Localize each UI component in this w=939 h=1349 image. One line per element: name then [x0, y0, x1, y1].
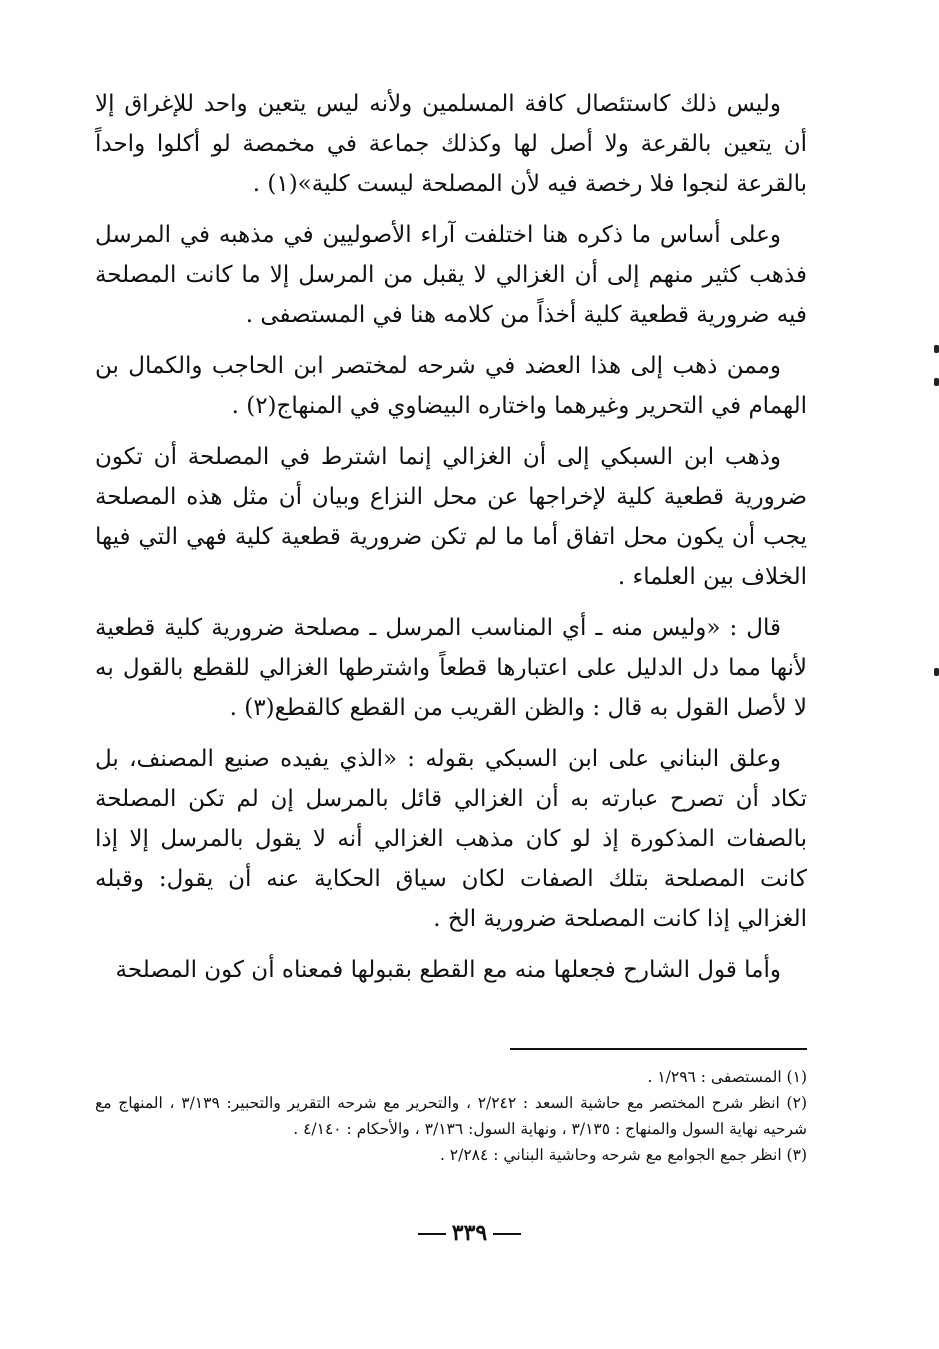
paragraph-5: قال : «وليس منه ـ أي المناسب المرسل ـ مصلحة ضرورية كلية قطعية لأنها مما دل الدليل على اعتبارها قطعاً واشترطها الغزالي للقطع بالقول به لا لأصل القول به قال : والظن القريب من القطع كالقطع(٣) . — [95, 615, 807, 721]
paragraph-4: وذهب ابن السبكي إلى أن الغزالي إنما اشترط في المصلحة أن تكون ضرورية قطعية كلية لإخراجها عن محل النزاع وبيان أن مثل هذه المصلحة يجب أن يكون محل اتفاق أما ما لم تكن ضرورية قطعية كلية فهي التي فيها الخلاف بين العلماء . — [95, 444, 807, 590]
footnote-1: (١) المستصفى : ١/٢٩٦ . — [647, 1068, 807, 1086]
scan-margin-mark — [934, 378, 939, 386]
footnote-2: (٢) انظر شرح المختصر مع حاشية السعد : ٢/٢٤٢ ، والتحرير مع شرحه التقرير والتحبير: ٣/١٣٩ ، المنهاج مع شرحيه نهاية السول والمنهاج : ٣/١٣٥ ، ونهاية السول: ٣/١٣٦ ، والأحكام : ٤/١٤٠ . — [95, 1094, 807, 1138]
footnote-divider — [510, 1048, 807, 1050]
footnote-3: (٣) انظر جمع الجوامع مع شرحه وحاشية البناني : ٢/٢٨٤ . — [439, 1146, 807, 1164]
paragraph-1: وليس ذلك كاستئصال كافة المسلمين ولأنه ليس يتعين واحد للإغراق إلا أن يتعين بالقرعة ولا أصل لها وكذلك جماعة في مخمصة لو أكلوا واحداً بالقرعة لنجوا فلا رخصة فيه لأن المصلحة ليست كلية»(١) . — [95, 91, 807, 197]
paragraph-6: وعلق البناني على ابن السبكي بقوله : «الذي يفيده صنيع المصنف، بل تكاد أن تصرح عبارته به أن الغزالي قائل بالمرسل إن لم تكن المصلحة بالصفات المذكورة إذ لو كان مذهب الغزالي أنه لا يقول بالمرسل إلا إذا كانت المصلحة بتلك الصفات لكان سياق الحكاية عنه أن يقول: وقبله الغزالي إذا كانت المصلحة ضرورية الخ . — [95, 746, 807, 932]
scan-margin-mark — [934, 668, 939, 676]
footnotes — [95, 1064, 807, 1168]
page-number-dash-right — [493, 1233, 521, 1235]
paragraph-7: وأما قول الشارح فجعلها منه مع القطع بقبولها فمعناه أن كون المصلحة — [115, 957, 781, 983]
paragraph-3: وممن ذهب إلى هذا العضد في شرحه لمختصر ابن الحاجب والكمال بن الهمام في التحرير وغيرهما واختاره البيضاوي في المنهاج(٢) . — [95, 353, 807, 419]
main-text — [95, 84, 807, 1001]
scan-margin-mark — [934, 345, 939, 353]
paragraph-2: وعلى أساس ما ذكره هنا اختلفت آراء الأصوليين في مذهبه في المرسل فذهب كثير منهم إلى أن الغزالي لا يقبل من المرسل إلا ما كانت المصلحة فيه ضرورية قطعية كلية أخذاً من كلامه هنا في المستصفى . — [95, 222, 807, 328]
page-number — [0, 1220, 939, 1246]
page-number-value: ٣٣٩ — [451, 1220, 488, 1246]
page-number-dash-left — [418, 1233, 446, 1235]
